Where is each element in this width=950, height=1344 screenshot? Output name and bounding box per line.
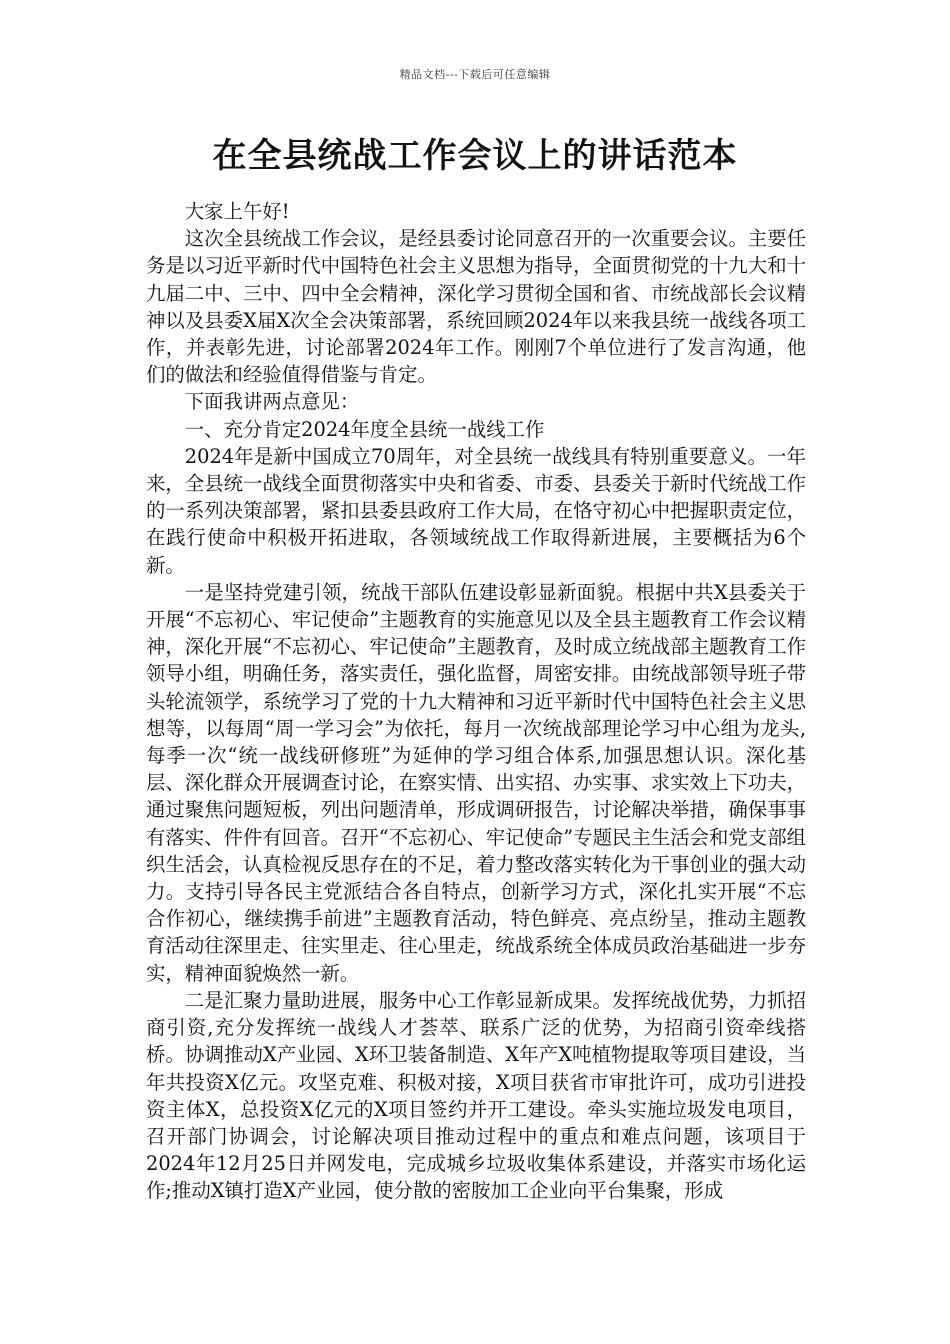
- paragraph-point-2: 二是汇聚力量助进展，服务中心工作彰显新成果。发挥统战优势，力抓招商引资,充分发挥统一战线人才荟萃、联系广泛的优势，为招商引资牵线搭桥。协调推动X产业园、X环卫装备制造、X年产X吨植物提取等项目建设，当年共投资X亿元。攻坚克难、积极对接，X项目获省市审批许可，成功引进投资主体X，总投资X亿元的X项目签约并开工建设。牵头实施垃圾发电项目，召开部门协调会，讨论解决项目推动过程中的重点和难点问题，该项目于2024年12月25日并网发电，完成城乡垃圾收集体系建设，并落实市场化运作;推动X镇打造X产业园，使分散的密胺加工企业向平台集聚，形成: [146, 988, 806, 1203]
- section-heading-1: 一、充分肯定2024年度全县统一战线工作: [184, 417, 545, 441]
- paragraph-point-1: 一是坚持党建引领，统战干部队伍建设彰显新面貌。根据中共X县委关于开展“不忘初心、牢记使命”主题教育的实施意见以及全县主题教育工作会议精神，深化开展“不忘初心、牢记使命”主题教育，及时成立统战部主题教育工作领导小组，明确任务，落实责任，强化监督，周密安排。由统战部领导班子带头轮流领学，系统学习了党的十九大精神和习近平新时代中国特色社会主义思想等，以每周“周一学习会”为依托，每月一次统战部理论学习中心组为龙头,每季一次“统一战线研修班”为延伸的学习组合体系,加强思想认识。深化基层、深化群众开展调查讨论，在察实情、出实招、办实事、求实效上下功夫，通过聚焦问题短板，列出问题清单，形成调研报告，讨论解决举措，确保事事有落实、件件有回音。召开“不忘初心、牢记使命”专题民主生活会和党支部组织生活会，认真检视反思存在的不足，着力整改落实转化为干事创业的强大动力。支持引导各民主党派结合各自特点，创新学习方式，深化扎实开展“不忘合作初心，继续携手前进”主题教育活动，特色鲜亮、亮点纷呈，推动主题教育活动往深里走、往实里走、往心里走，统战系统全体成员政治基础进一步夯实，精神面貌焕然一新。: [146, 580, 806, 985]
- paragraph-greeting: 大家上午好!: [184, 200, 290, 223]
- header-note: 精品文档---下载后可任意编辑: [399, 68, 551, 81]
- paragraph-transition: 下面我讲两点意见：: [184, 390, 360, 414]
- paragraph-overview: 2024年是新中国成立70周年，对全县统一战线具有特别重要意义。一年来，全县统一战线全面贯彻落实中央和省委、市委、县委关于新时代统战工作的一系列决策部署，紧扣县委县政府工作大局，在恪守初心中把握职责定位，在践行使命中积极开拓进取，各领域统战工作取得新进展，主要概括为6个新。: [146, 444, 806, 577]
- paragraph-intro: 这次全县统战工作会议，是经县委讨论同意召开的一次重要会议。主要任务是以习近平新时代中国特色社会主义思想为指导，全面贯彻党的十九大和十九届二中、三中、四中全会精神，深化学习贯彻全国和省、市统战部长会议精神以及县委X届X次全会决策部署，系统回顾2024年以来我县统一战线各项工作，并表彰先进，讨论部署2024年工作。刚刚7个单位进行了发言沟通，他们的做法和经验值得借鉴与肯定。: [146, 227, 806, 387]
- page-title: 在全县统战工作会议上的讲话范本: [212, 136, 738, 176]
- document-body: [146, 198, 806, 1205]
